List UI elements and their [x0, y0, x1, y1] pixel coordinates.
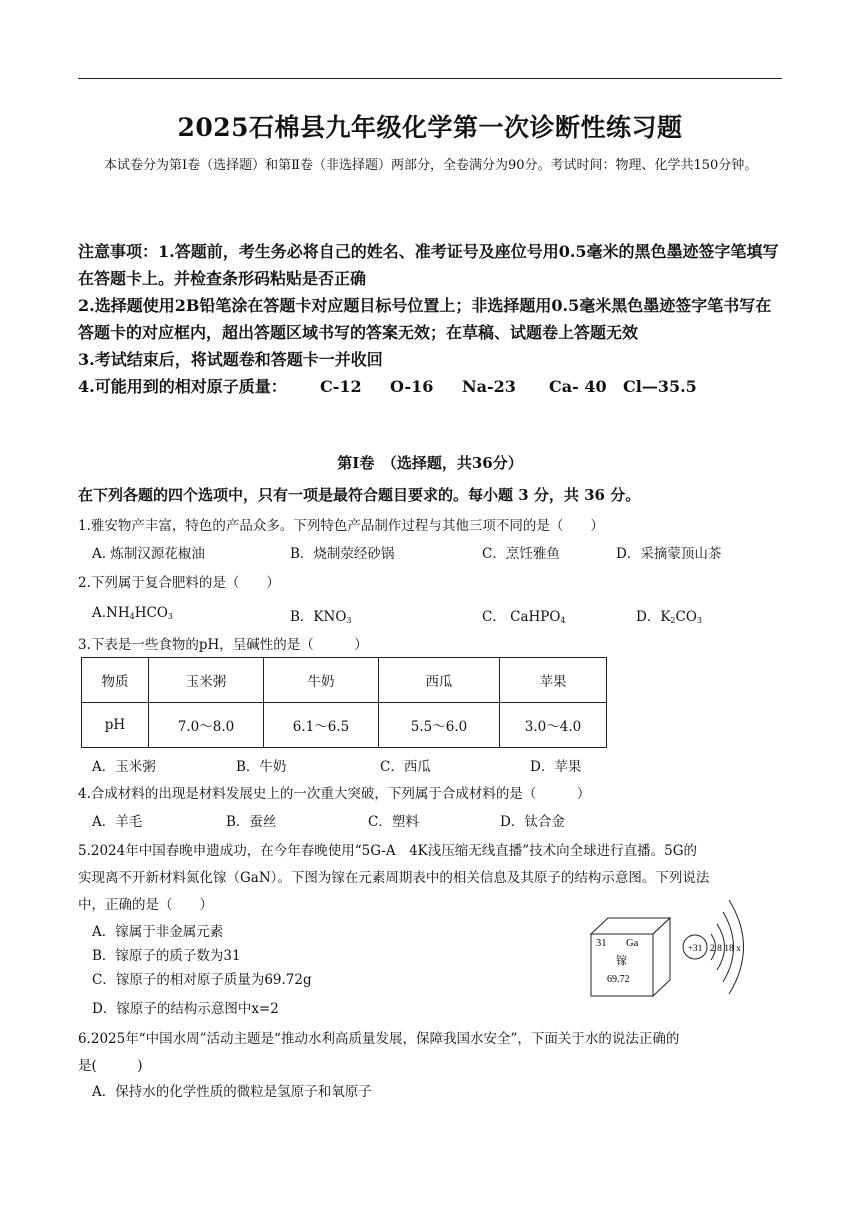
section-instruction: 在下列各题的四个选项中，只有一项是最符合题目要求的。每小题 3 分，共 36 分。: [78, 486, 641, 504]
element-symbol: Ga: [626, 938, 639, 949]
q5-line-3: 中，正确的是（ ）: [78, 897, 213, 913]
table-header-cell: 玉米粥: [149, 658, 264, 703]
q3-option-d: D．苹果: [530, 759, 582, 775]
q5-option-a: A．镓属于非金属元素: [92, 924, 224, 940]
notes-block: [78, 238, 782, 400]
q3-option-b: B．牛奶: [236, 759, 287, 775]
note-1: 注意事项：1.答题前，考生务必将自己的姓名、准考证号及座位号用0.5毫米的黑色墨迹签字笔填写在答题卡上。并检查条形码粘贴是否正确: [78, 242, 779, 288]
mass-na: Na-23: [462, 377, 516, 396]
mass-o: O-16: [390, 377, 434, 396]
q4-option-d: D．钛合金: [500, 814, 565, 830]
q4-stem: 4.合成材料的出现是材料发展史上的一次重大突破，下列属于合成材料的是（ ）: [78, 786, 591, 802]
q1-stem: 1.雅安物产丰富，特色的产品众多。下列特色产品制作过程与其他三项不同的是（ ）: [78, 518, 604, 534]
table-header-cell: 物质: [82, 658, 149, 703]
note-3: 3.考试结束后，将试题卷和答题卡一并收回: [78, 350, 383, 369]
q5-line-2: 实现离不开新材料氮化镓（GaN）。下图为镓在元素周期表中的相关信息及其原子的结构示意图。下列说法: [78, 870, 710, 886]
exam-title: 2025石棉县九年级化学第一次诊断性练习题: [177, 113, 683, 142]
q5-option-c: C．镓原子的相对原子质量为69.72g: [92, 972, 312, 988]
table-cell: pH: [82, 703, 149, 748]
ph-table: [81, 657, 607, 748]
q5-option-b: B．镓原子的质子数为31: [92, 948, 241, 964]
header-rule: [78, 78, 782, 79]
q2-stem: 2.下列属于复合肥料的是（ ）: [78, 575, 280, 591]
mass-c: C-12: [320, 377, 362, 396]
q3-stem: 3.下表是一些食物的pH，呈碱性的是（ ）: [78, 637, 368, 653]
q4-option-b: B．蚕丝: [226, 814, 277, 830]
q2-option-d: D．$K_2CO_3$: [636, 609, 703, 625]
q6-option-a: A．保持水的化学性质的微粒是氢原子和氧原子: [92, 1084, 372, 1100]
q6-line-1: 6.2025年“中国水周”活动主题是“推动水利高质量发展，保障我国水安全”，下面关于水的说法正确的: [78, 1031, 680, 1047]
q2-option-b: B．$KNO_3$: [290, 609, 352, 625]
table-row: [82, 658, 607, 703]
table-cell: 7.0～8.0: [149, 703, 264, 748]
q4-option-c: C．塑料: [368, 814, 419, 830]
mass-ca: Ca- 40: [549, 377, 607, 396]
q5-line-1: 5.2024年中国春晚申遗成功，在今年春晚使用“5G-A 4K浅压缩无线直播”技术向全球进行直播。5G的: [78, 843, 698, 859]
q2-option-c: C． CaHPO$_4$: [482, 609, 566, 625]
element-mass: 69.72: [607, 974, 630, 985]
q3-option-a: A．玉米粥: [92, 759, 156, 775]
gallium-element-card: [588, 912, 678, 998]
q3-option-c: C．西瓜: [380, 759, 431, 775]
electron-shells: 2 8 18 x: [710, 944, 741, 954]
note-4: [78, 373, 782, 400]
table-row: [82, 703, 607, 748]
note-2: 2.选择题使用2B铅笔涂在答题卡对应题目标号位置上；非选择题用0.5毫米黑色墨迹签字笔书写在答题卡的对应框内，超出答题区域书写的答案无效；在草稿、试题卷上答题无效: [78, 296, 772, 342]
q6-line-2: 是( ): [78, 1058, 143, 1074]
table-cell: 6.1～6.5: [264, 703, 379, 748]
q1-option-b: B．烧制荥经砂锅: [290, 546, 395, 562]
q1-option-d: D．采摘蒙顶山茶: [616, 546, 722, 562]
element-name: 镓: [616, 954, 627, 967]
note-4-label: 4.可能用到的相对原子质量：: [78, 377, 287, 396]
table-header-cell: 牛奶: [264, 658, 379, 703]
table-cell: 3.0～4.0: [500, 703, 607, 748]
table-header-cell: 苹果: [500, 658, 607, 703]
nucleus-charge: +31: [687, 944, 703, 954]
q5-option-d: D．镓原子的结构示意图中x=2: [92, 1001, 279, 1017]
q4-option-a: A．羊毛: [92, 814, 143, 830]
section-title: 第Ⅰ卷 （选择题，共36分）: [337, 454, 523, 472]
q1-option-c: C．烹饪雅鱼: [482, 546, 560, 562]
q1-option-a: A. 炼制汉源花椒油: [92, 546, 205, 562]
q2-option-a: $A.NH_4HCO_3$: [92, 605, 173, 621]
table-header-cell: 西瓜: [379, 658, 500, 703]
element-number: 31: [596, 938, 607, 949]
mass-cl: Cl—35.5: [623, 377, 697, 396]
gallium-atom-diagram: [678, 896, 768, 1004]
table-cell: 5.5～6.0: [379, 703, 500, 748]
exam-intro: 本试卷分为第Ⅰ卷（选择题）和第Ⅱ卷（非选择题）两部分，全卷满分为90分。考试时间：物理、化学共150分钟。: [104, 158, 758, 173]
